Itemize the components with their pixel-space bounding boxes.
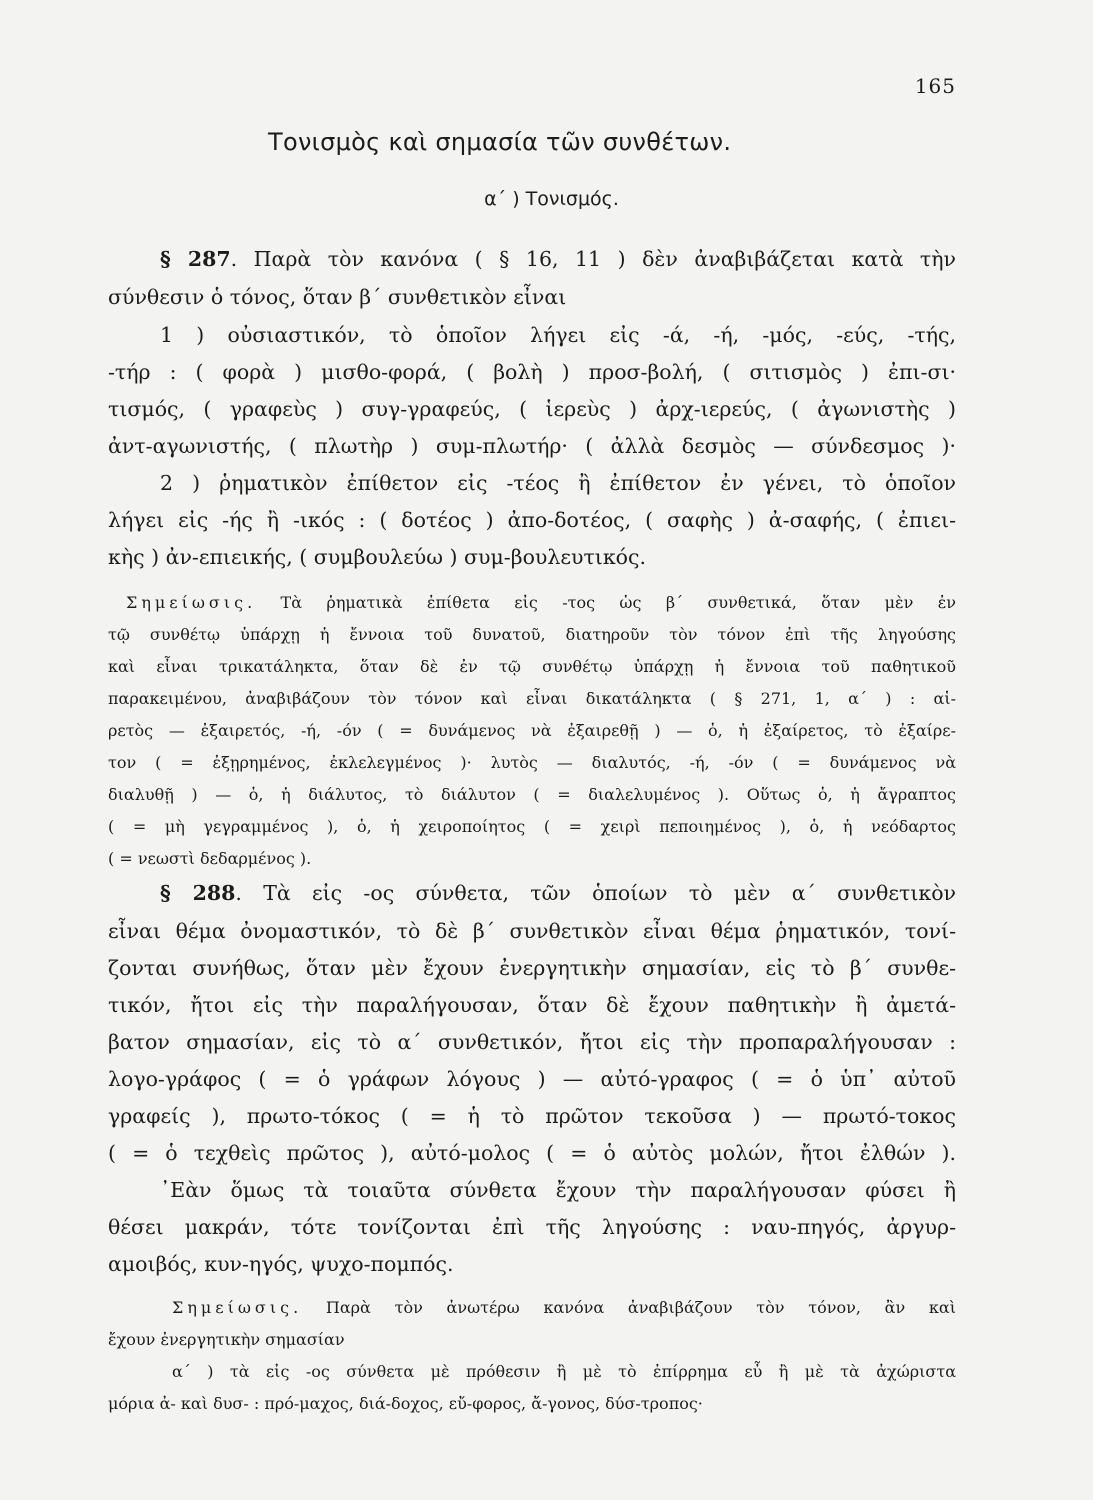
note1-line-8: ( = μὴ γεγραμμένος ), ὁ, ἡ χειροποίητος ( = χειρὶ πεποιημένος ), ὁ, ἡ νεόδαρτος: [108, 817, 956, 836]
note1-line-5: ρετὸς — ἐξαιρετός, -ή, -όν ( = δυνάμενος νὰ ἐξαιρεθῇ ) — ὁ, ἡ ἐξαίρετος, τὸ ἐξαίρε-: [108, 721, 956, 740]
sec287-line-9: κὴς ) ἀν-επιεικής, ( συμβουλεύω ) συμ-βουλευτικός.: [108, 545, 646, 569]
note2-line-1: Σημείωσις. Παρὰ τὸν ἀνωτέρω κανόνα ἀναβιβάζουν τὸν τόνον, ἂν καὶ: [172, 1298, 956, 1317]
sec288-line-9: ᾿Εὰν ὅμως τὰ τοιαῦτα σύνθετα ἔχουν τὴν παραλήγουσαν φύσει ἢ: [160, 1178, 956, 1202]
sec288-line-4: τικόν, ἤτοι εἰς τὴν παραλήγουσαν, ὅταν δὲ ἔχουν παθητικὴν ἢ ἀμετά-: [108, 993, 956, 1017]
sec287-line-3: 1 ) οὐσιαστικόν, τὸ ὁποῖον λήγει εἰς -ά, -ή, -μός, -εύς, -τής,: [160, 323, 956, 347]
sec287-line-7: 2 ) ῥηματικὸν ἐπίθετον εἰς -τέος ἢ ἐπίθετον ἐν γένει, τὸ ὁποῖον: [160, 471, 956, 495]
note1-line-7: διαλυθῇ ) — ὁ, ἡ διάλυτος, τὸ διάλυτον ( = διαλελυμένος ). Οὕτως ὁ, ἡ ἄγραπτος: [108, 785, 956, 804]
note1-line-1: Σημείωσις. Τὰ ῥηματικὰ ἐπίθετα εἰς -τος ὡς β΄ συνθετικά, ὅταν μὲν ἐν: [126, 593, 956, 612]
sec287-line-4: -τήρ : ( φορὰ ) μισθο-φορά, ( βολὴ ) προσ-βολή, ( σιτισμὸς ) ἐπι-σι·: [108, 360, 956, 384]
note2-line-2: ἔχουν ἐνεργητικὴν σημασίαν: [108, 1330, 345, 1349]
sec287-line-6: ἀντ-αγωνιστής, ( πλωτὴρ ) συμ-πλωτήρ· ( ἀλλὰ δεσμὸς — σύνδεσμος )·: [108, 434, 956, 458]
note2-line-4: μόρια ἀ- καὶ δυσ- : πρό-μαχος, διά-δοχος, εὔ-φορος, ἄ-γονος, δύσ-τροπος·: [108, 1394, 703, 1413]
page-number: 165: [914, 74, 956, 98]
section-subtitle: α΄ ) Τονισμός.: [484, 188, 619, 210]
sec287-line-5: τισμός, ( γραφεὺς ) συγ-γραφεύς, ( ἱερεὺς ) ἀρχ-ιερεύς, ( ἀγωνιστὴς ): [108, 397, 956, 421]
sec288-line-6: λογο-γράφος ( = ὁ γράφων λόγους ) — αὐτό-γραφος ( = ὁ ὑπ᾿ αὐτοῦ: [108, 1067, 956, 1091]
sec288-line-5: βατον σημασίαν, εἰς τὸ α΄ συνθετικόν, ἤτοι εἰς τὴν προπαραλήγουσαν :: [108, 1030, 956, 1054]
note1-line-4: παρακειμένου, ἀναβιβάζουν τὸν τόνον καὶ εἶναι δικατάληκτα ( § 271, 1, α΄ ) : αἱ-: [108, 689, 956, 708]
sec288-line-3: ζονται συνήθως, ὅταν μὲν ἔχουν ἐνεργητικὴν σημασίαν, εἰς τὸ β΄ συνθε-: [108, 956, 956, 980]
sec288-line-10: θέσει μακράν, τότε τονίζονται ἐπὶ τῆς ληγούσης : ναυ-πηγός, ἀργυρ-: [108, 1215, 956, 1239]
note1-line-6: τον ( = ἐξῃρημένος, ἐκλελεγμένος )· λυτὸς — διαλυτός, -ή, -όν ( = δυνάμενος νὰ: [108, 753, 956, 772]
page-title: Τονισμὸς καὶ σημασία τῶν συνθέτων.: [268, 128, 732, 156]
note1-line-9: ( = νεωστὶ δεδαρμένος ).: [108, 849, 312, 868]
note1-line-3: καὶ εἶναι τρικατάληκτα, ὅταν δὲ ἐν τῷ συνθέτῳ ὑπάρχῃ ἡ ἔννοια τοῦ παθητικοῦ: [108, 657, 956, 676]
sec287-line-8: λήγει εἰς -ής ἢ -ικός : ( δοτέος ) ἀπο-δοτέος, ( σαφὴς ) ἀ-σαφής, ( ἐπιει-: [108, 508, 956, 532]
sec288-line-2: εἶναι θέμα ὀνομαστικόν, τὸ δὲ β΄ συνθετικὸν εἶναι θέμα ῥηματικόν, τονί-: [108, 919, 956, 943]
sec288-line-7: γραφείς ), πρωτο-τόκος ( = ἡ τὸ πρῶτον τεκοῦσα ) — πρωτό-τοκος: [108, 1104, 956, 1128]
sec288-line-11: αμοιβός, κυν-ηγός, ψυχο-πομπός.: [108, 1252, 454, 1276]
sec288-line-8: ( = ὁ τεχθεὶς πρῶτος ), αὐτό-μολος ( = ὁ αὐτὸς μολών, ἤτοι ἐλθών ).: [108, 1141, 956, 1165]
sec287-line-2: σύνθεσιν ὁ τόνος, ὅταν β΄ συνθετικὸν εἶναι: [108, 285, 567, 309]
sec287-line-1: § 287. Παρὰ τὸν κανόνα ( § 16, 11 ) δὲν ἀναβιβάζεται κατὰ τὴν: [160, 247, 957, 271]
sec288-line-1: § 288. Τὰ εἰς -ος σύνθετα, τῶν ὁποίων τὸ μὲν α΄ συνθετικὸν: [160, 881, 957, 905]
note2-line-3: α΄ ) τὰ εἰς -ος σύνθετα μὲ πρόθεσιν ἢ μὲ τὸ ἐπίρρημα εὖ ἢ μὲ τὰ ἀχώριστα: [172, 1362, 956, 1381]
note1-line-2: τῷ συνθέτῳ ὑπάρχῃ ἡ ἔννοια τοῦ δυνατοῦ, διατηροῦν τὸν τόνον ἐπὶ τῆς ληγούσης: [108, 625, 956, 644]
